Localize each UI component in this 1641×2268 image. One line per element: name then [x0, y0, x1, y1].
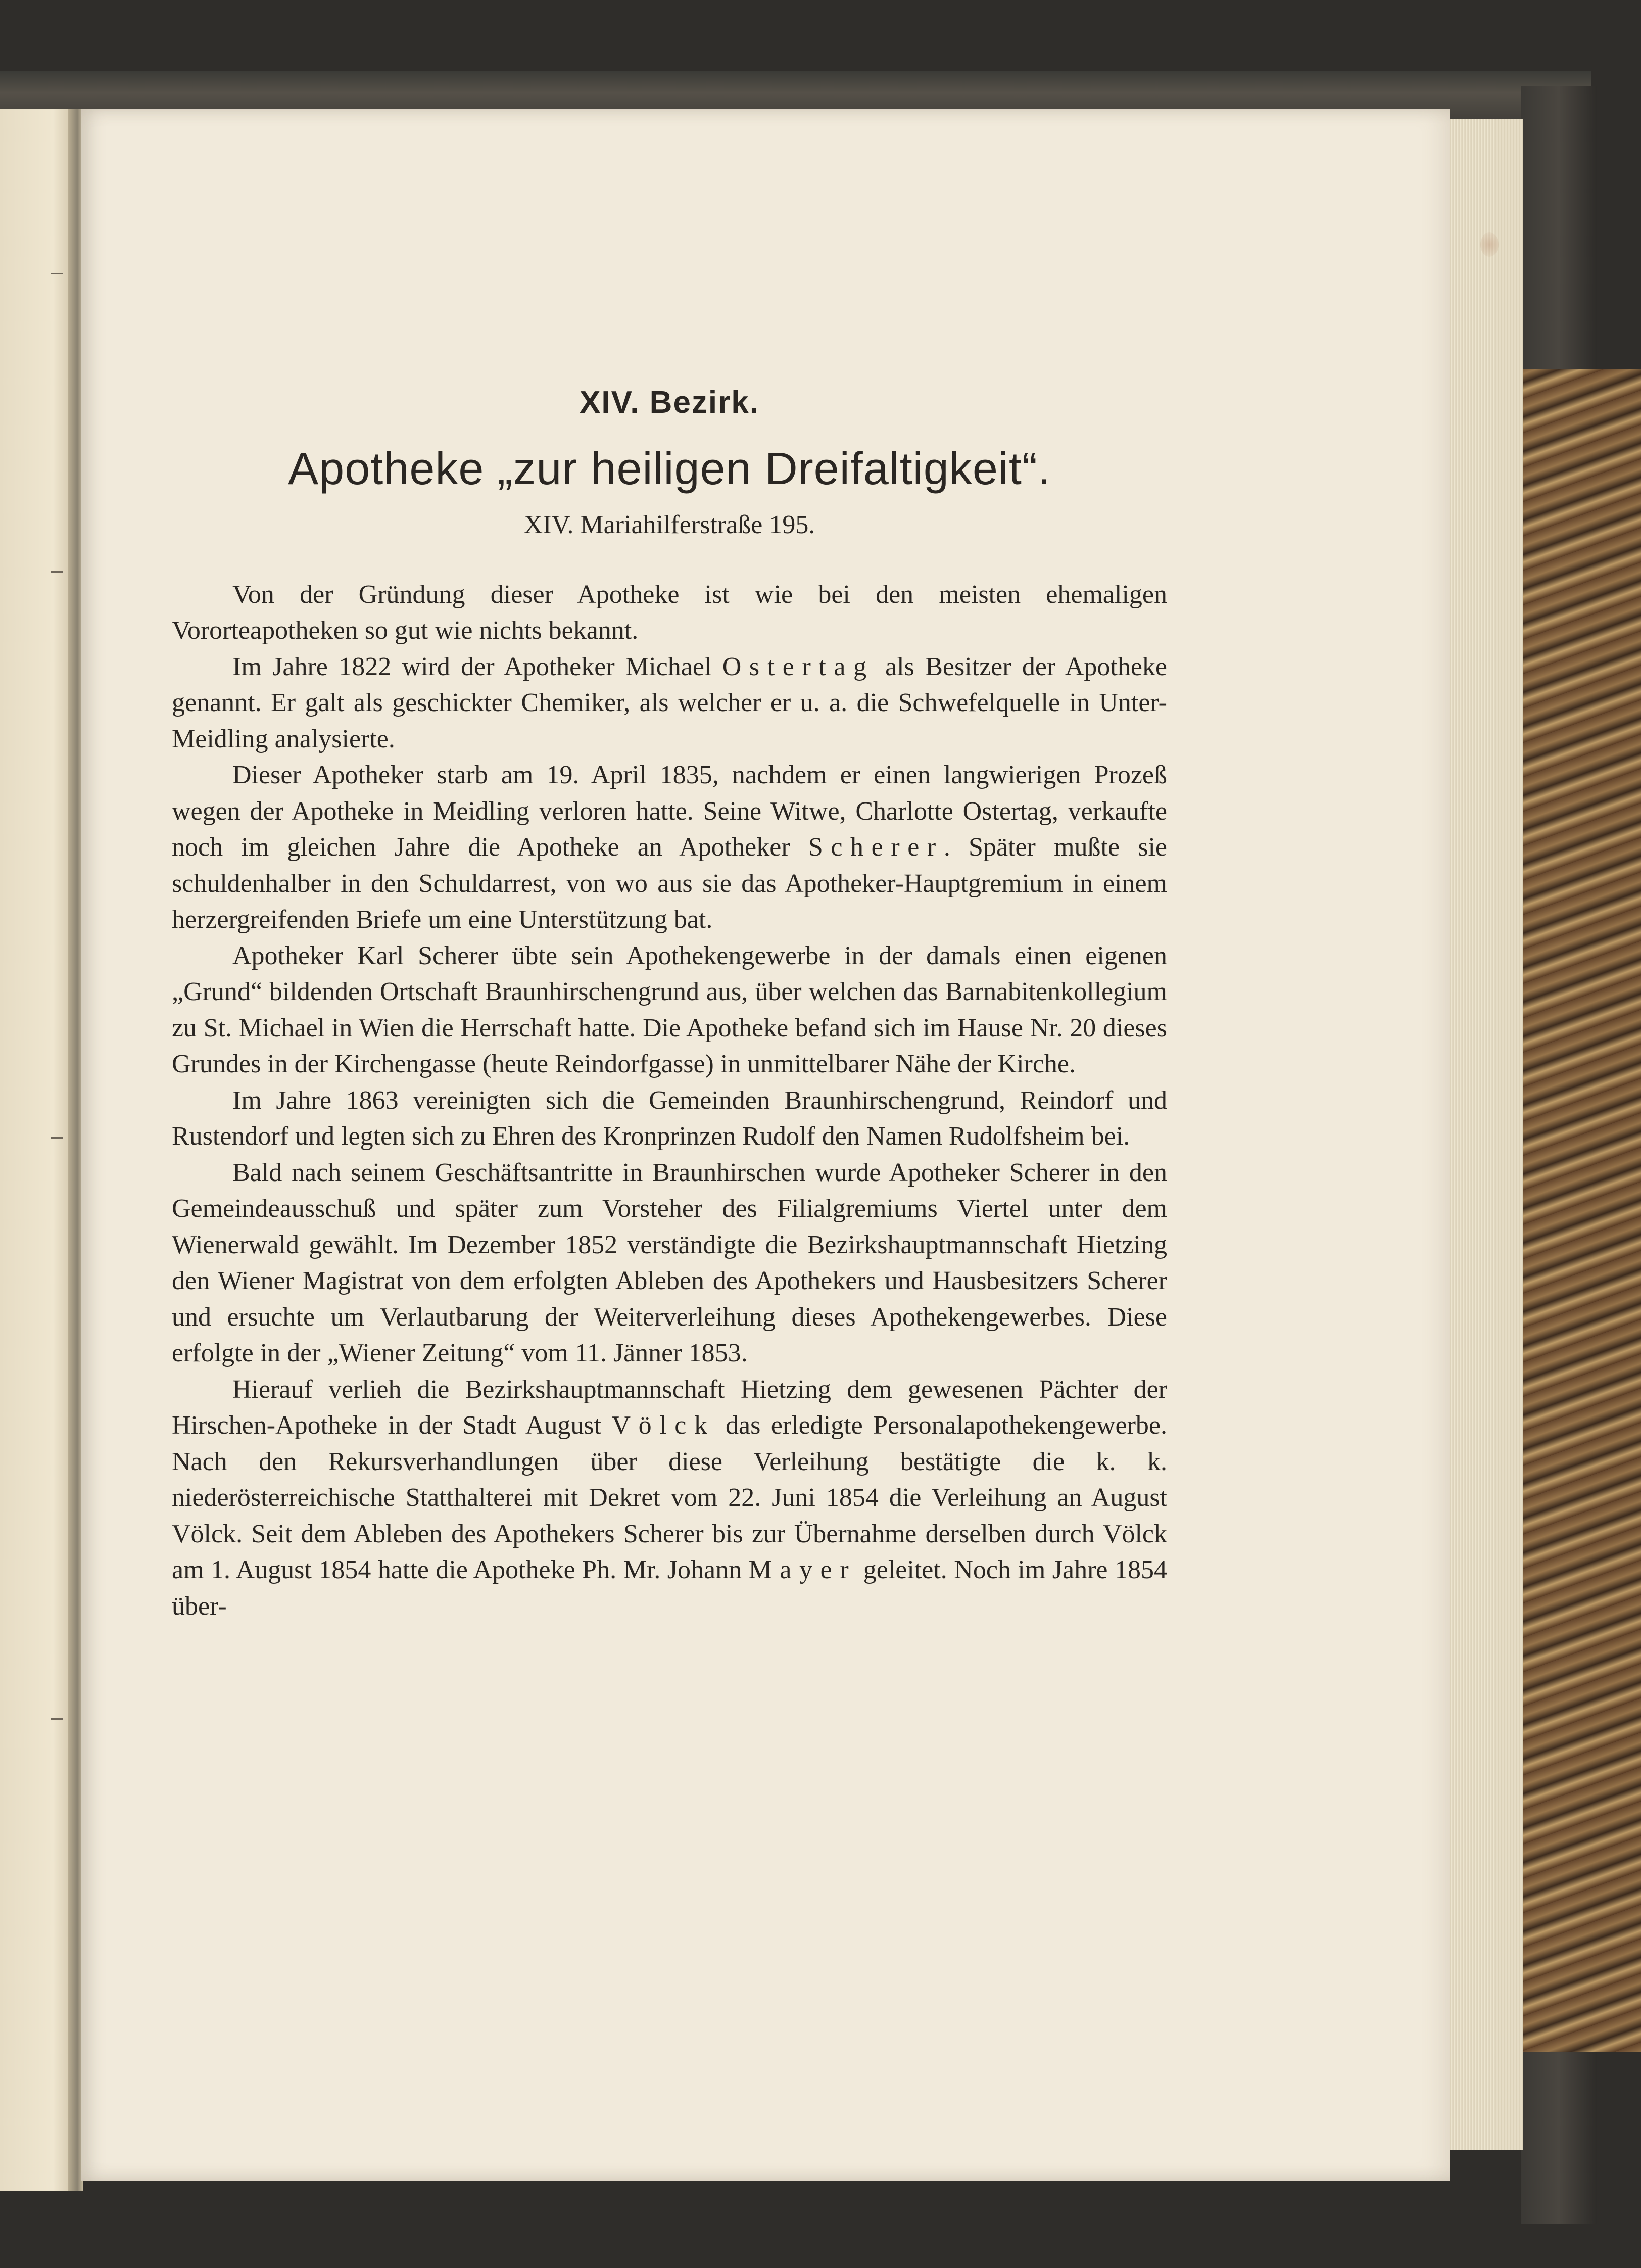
binding-stitch	[51, 1718, 63, 1720]
pharmacy-title: Apotheke „zur heiligen Dreifaltigkeit“.	[288, 444, 1051, 495]
paragraph-3-text-a: Dieser Apotheker starb am 19. April 1835, nachdem er einen langwierigen Prozeß wegen der Apotheke in Meidling verloren hatte. Seine Witwe, Charlotte Ostertag, verkaufte noch im gleichen Jahre die Apotheke an Apotheker	[172, 761, 1167, 862]
paragraph-6-text: Bald nach seinem Geschäftsantritte in Braunhirschen wurde Apotheker Scherer in den Gemeindeausschuß und später zum Vorsteher des Filialgremiums Viertel unter dem Wienerwald gewählt. Im Dezember 1852 verständigte die Bezirkshauptmannschaft Hietzing den Wiener Magistrat von dem erfolgten Ableben des Apothekers und Hausbesitzers Scherer und ersuchte um Verlautbarung der Weiterverleihung dieses Apothekengewerbes. Diese erfolgte in der „Wiener Zeitung“ vom 11. Jänner 1853.	[172, 1158, 1167, 1368]
district-heading: XIV. Bezirk.	[579, 385, 759, 420]
person-name-scherer: Scherer	[808, 833, 944, 862]
paragraph-2-text-b: als Besitzer der Apotheke genannt. Er galt als geschickter Chemiker, als welcher er u. a. die Schwefelquelle in Unter-Meidling analysierte.	[172, 652, 1167, 753]
paragraph-5-text: Im Jahre 1863 vereinigten sich die Gemeinden Braunhirschengrund, Reindorf und Rustendorf und legten sich zu Ehren des Kronprinzen Rudolf den Namen Rudolfsheim bei.	[172, 1085, 1167, 1151]
paper-stain	[1480, 232, 1499, 257]
person-name-mayer: Mayer	[748, 1555, 857, 1585]
paragraph-7-text-b: das erledigte Personalapothekengewerbe. Nach den Rekursverhandlungen über diese Verleihung bestätigte die k. k. niederösterreichische Statthalterei mit Dekret vom 22. Juni 1854 die Verleihung an August Völck. Seit dem Ableben des Apothekers Scherer bis zur Übernahme derselben durch Völck am 1. August 1854 hatte die Apotheke Ph. Mr. Johann	[172, 1411, 1168, 1585]
paragraph-2	[172, 649, 1167, 758]
paragraph-6	[172, 1155, 1167, 1372]
binding-stitch	[51, 1137, 63, 1139]
page-content	[172, 384, 1167, 1624]
binding-stitch	[51, 571, 63, 573]
paragraph-4	[172, 938, 1167, 1082]
paragraph-7-text-c: geleitet. Noch im Jahre 1854 über-	[172, 1555, 1167, 1621]
paragraph-3-text-b: . Später mußte sie schuldenhalber in den Schuldarrest, von wo aus sie das Apotheker-Hauptgremium in einem herzergreifenden Briefe um eine Unterstützung bat.	[172, 833, 1167, 934]
person-name-ostertag: Ostertag	[722, 652, 875, 681]
paragraph-7	[172, 1372, 1167, 1625]
paragraph-5	[172, 1082, 1167, 1155]
paragraph-3	[172, 757, 1167, 938]
binding-stitch	[51, 273, 63, 274]
left-facing-page	[0, 109, 76, 2191]
page-edges	[1442, 119, 1523, 2150]
paragraph-4-text: Apotheker Karl Scherer übte sein Apothekengewerbe in der damals einen eigenen „Grund“ bildenden Ortschaft Braunhirschengrund aus, über welchen das Barnabitenkollegium zu St. Michael in Wien die Herrschaft hatte. Die Apotheke befand sich im Hause Nr. 20 dieses Grundes in der Kirchengasse (heute Reindorfgasse) in unmittelbarer Nähe der Kirche.	[172, 941, 1167, 1079]
pharmacy-address: XIV. Mariahilferstraße 195.	[523, 510, 815, 540]
person-name-voelck: Völck	[611, 1411, 715, 1440]
marbled-endpaper	[1511, 369, 1641, 2052]
paragraph-1-text: Von der Gründung dieser Apotheke ist wie bei den meisten ehemaligen Vororteapotheken so gut wie nichts bekannt.	[172, 580, 1167, 645]
paragraph-7-text-a: Hierauf verlieh die Bezirkshauptmannschaft Hietzing dem gewesenen Pächter der Hirschen-Apotheke in der Stadt August	[172, 1375, 1167, 1440]
paragraph-2-text-a: Im Jahre 1822 wird der Apotheker Michael	[232, 652, 722, 681]
paragraph-1	[172, 577, 1167, 649]
